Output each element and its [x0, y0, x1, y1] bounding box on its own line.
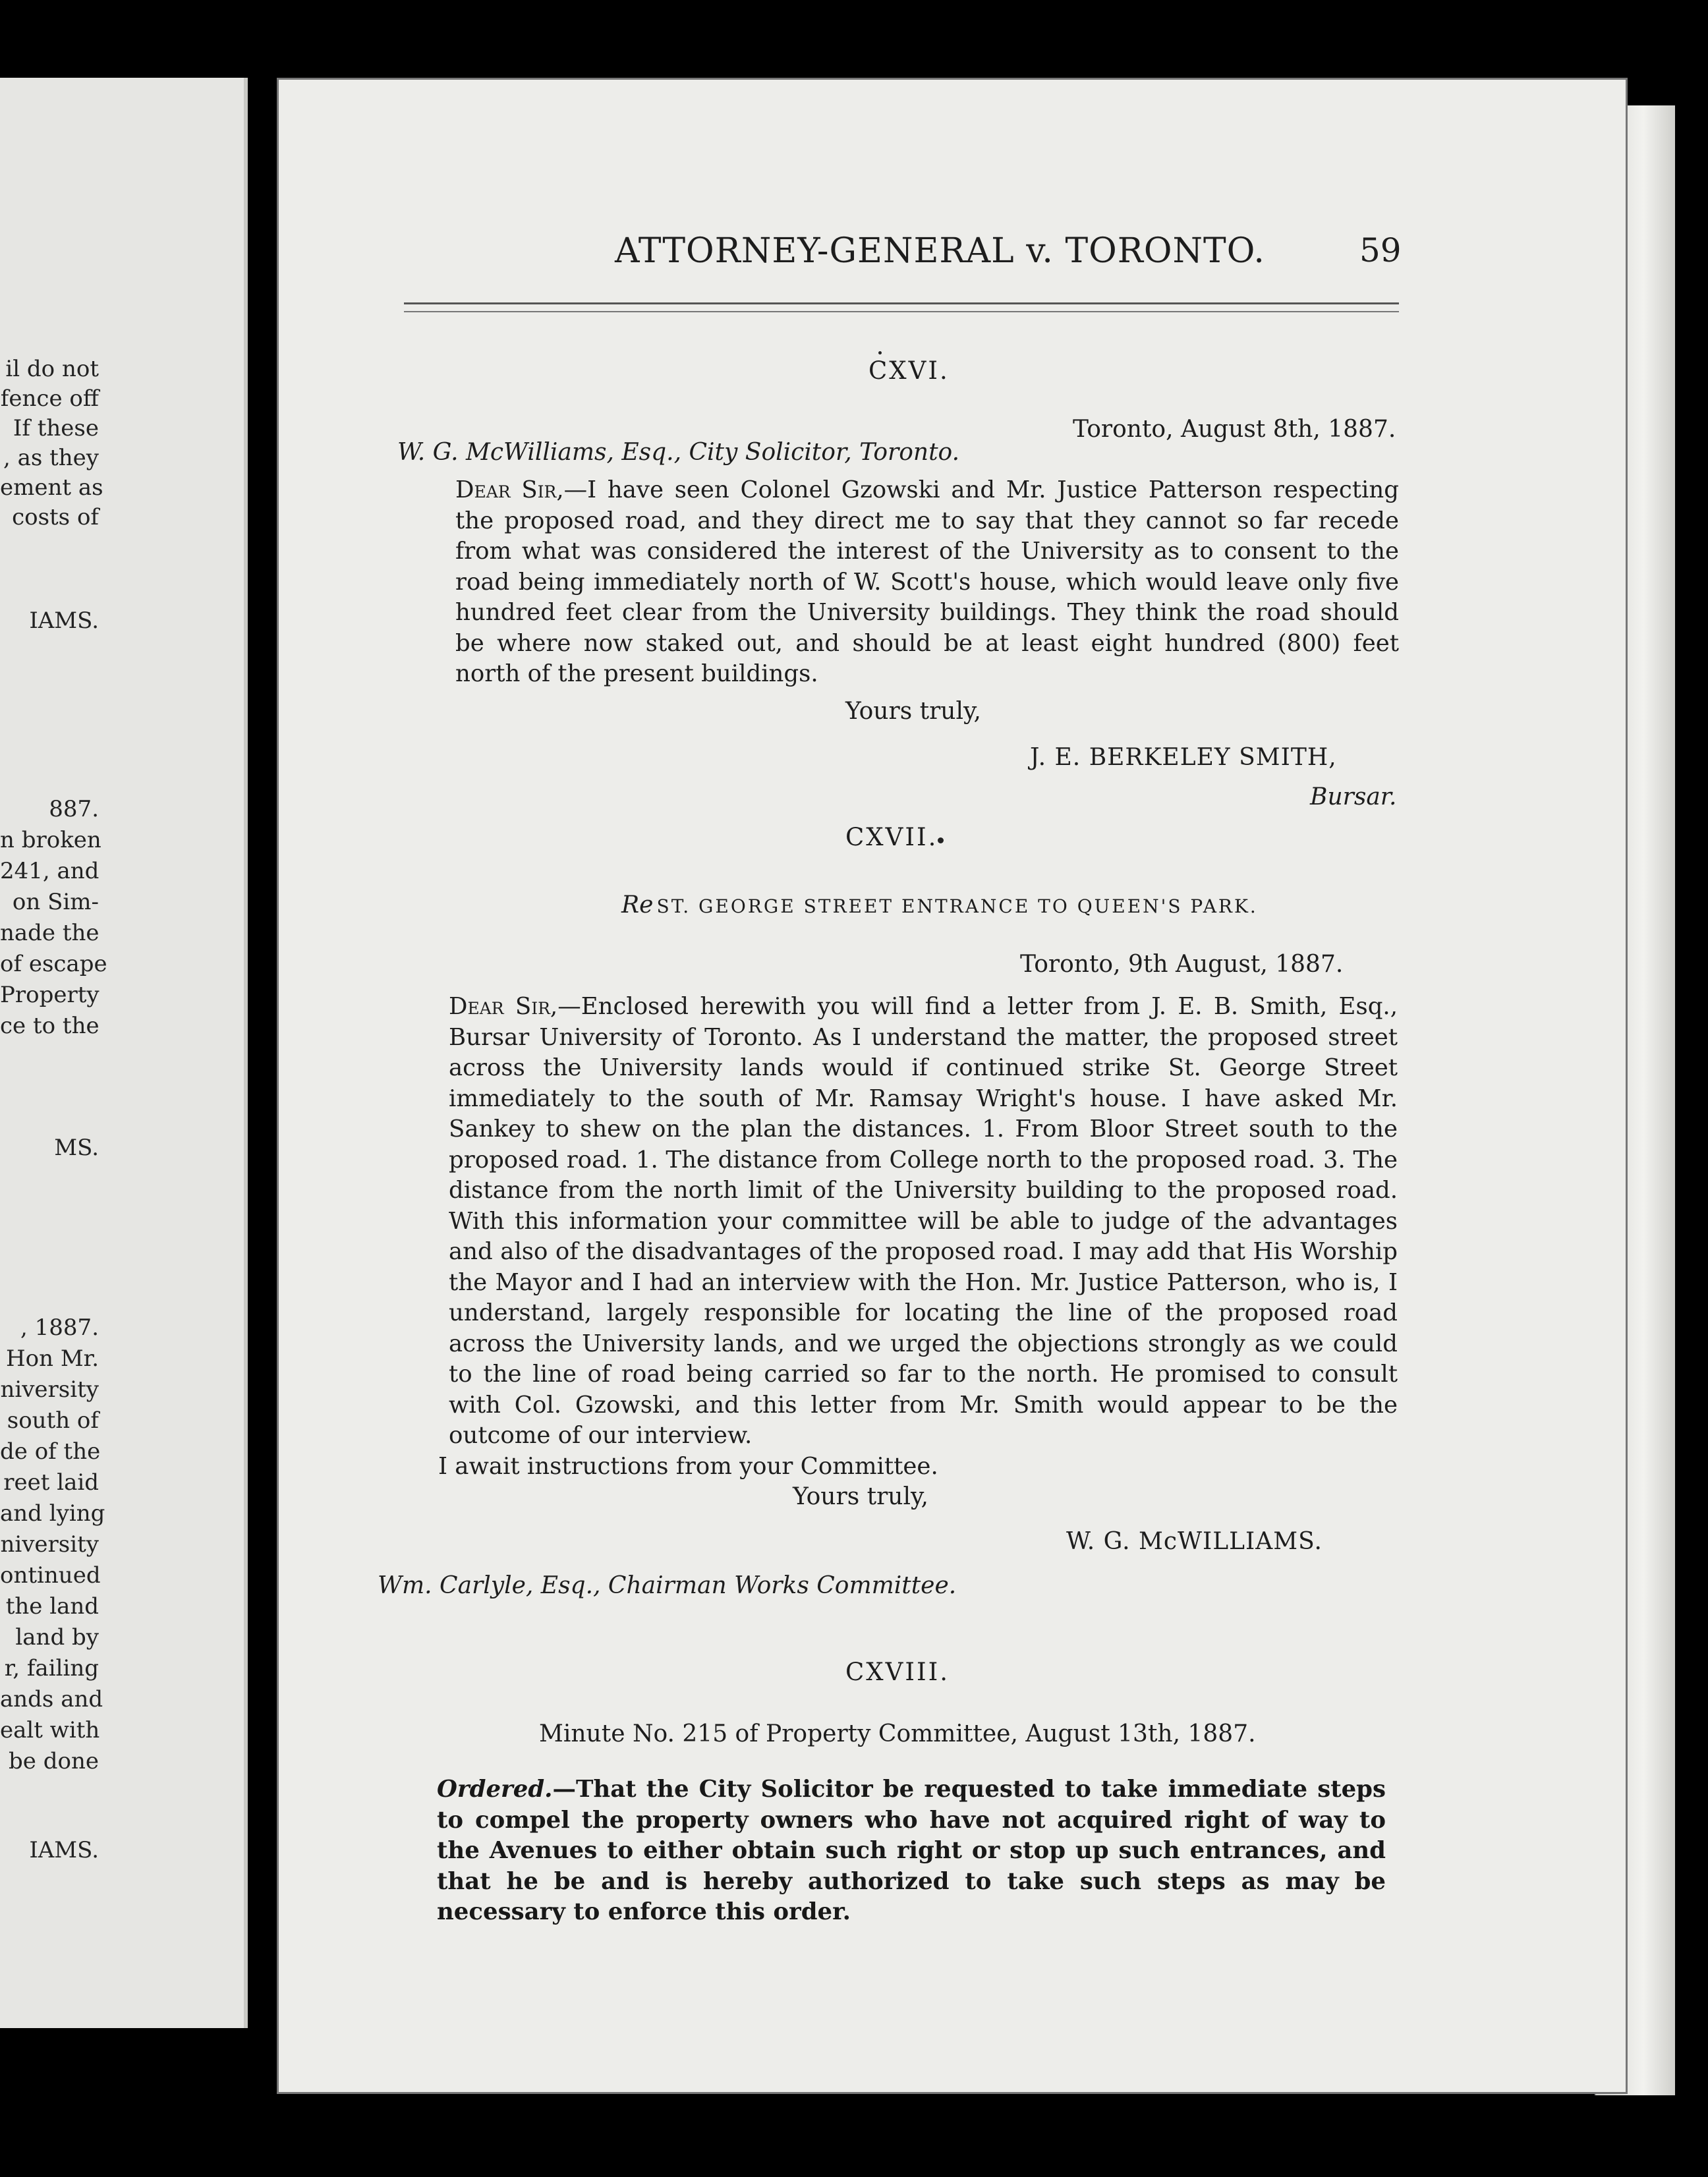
minute-heading: Minute No. 215 of Property Committee, August 13th, 1887. [539, 1720, 1256, 1747]
header-rule [404, 302, 1399, 312]
dateline-cxvii: Toronto, 9th August, 1887. [1020, 951, 1344, 978]
speck [938, 837, 944, 843]
dateline-cxvi: Toronto, August 8th, 1887. [1073, 416, 1396, 443]
closing-cxvi: Yours truly, [845, 698, 981, 725]
left-line: niversity [0, 1531, 99, 1558]
left-line: costs of [12, 504, 99, 530]
addressee-cxvii: Wm. Carlyle, Esq., Chairman Works Committee. [378, 1572, 957, 1599]
left-line: IAMS. [29, 1837, 99, 1863]
salutation-cxvii: Dear Sir, [449, 993, 558, 1020]
closing-cxvii: Yours truly, [793, 1483, 928, 1510]
minute-body-text: —That the City Solicitor be requested to take immediate steps to compel the property owners who have not acquired right of way to the Avenues to either obtain such right or stop up such entrances, and that he be and is hereby authorized to take such steps as may be necessary to enforce this order. [437, 1776, 1386, 1925]
left-line: , as they [3, 445, 99, 471]
signature-cxvi: J. E. BERKELEY SMITH, [1030, 744, 1337, 771]
left-line: ontinued [0, 1562, 101, 1589]
left-line: Property [0, 982, 100, 1008]
re-subject: ST. GEORGE STREET ENTRANCE TO QUEEN'S PARK. [656, 895, 1258, 917]
letter-body-cxvii [438, 992, 1398, 1482]
left-line: reet laid [3, 1469, 99, 1496]
left-line: the land [5, 1593, 99, 1620]
speck [878, 351, 882, 354]
left-line: and lying [0, 1500, 105, 1527]
left-line: of escape [0, 951, 107, 977]
re-prefix: Re [621, 891, 654, 919]
left-line: IAMS. [29, 608, 99, 634]
body-last-line-cxvii: I await instructions from your Committee. [438, 1452, 938, 1480]
left-line: If these [13, 415, 99, 441]
left-line: ands and [0, 1686, 103, 1712]
left-line: r, failing [4, 1655, 99, 1682]
left-line: ealt with [0, 1717, 100, 1743]
left-line: Hon Mr. [6, 1345, 99, 1372]
left-line: fence off [0, 385, 99, 412]
left-line: nade the [0, 920, 100, 946]
left-line: MS. [54, 1135, 99, 1161]
left-line: de of the [0, 1438, 101, 1465]
salutation-cxvi: Dear Sir, [455, 476, 564, 503]
left-line: , 1887. [20, 1315, 99, 1341]
left-line: south of [7, 1407, 99, 1434]
running-title: ATTORNEY-GENERAL v. TORONTO. [615, 231, 1265, 271]
section-numeral-cxvii: CXVII. [845, 823, 938, 851]
left-line: niversity [0, 1376, 99, 1403]
left-line: ce to the [0, 1013, 100, 1039]
left-line: n broken [0, 827, 101, 853]
left-line: be done [9, 1748, 99, 1774]
section-numeral-cxvi: CXVI. [868, 356, 950, 385]
page-number: 59 [1359, 231, 1402, 269]
left-line: on Sim- [12, 889, 99, 915]
signatory-title-cxvi: Bursar. [1310, 783, 1397, 810]
addressee-cxvi: W. G. McWilliams, Esq., City Solicitor, Toronto. [397, 439, 960, 466]
section-numeral-cxviii: CXVIII. [845, 1658, 950, 1686]
left-line: ement as [0, 474, 103, 501]
letter-body-cxvi [455, 475, 1399, 690]
main-page [277, 78, 1628, 2094]
re-line-cxvii [621, 891, 1258, 919]
body-text-cxvii: —Enclosed herewith you will find a letter from J. E. B. Smith, Esq., Bursar University of Toronto. As I understand the matter, the proposed street across the University lands would if continued strike St. George Street immediately to the south of Mr. Ramsay Wright's house. I have asked Mr. Sankey to shew on the plan the distances. 1. From Bloor Street south to the proposed road. 1. The distance from College north to the proposed road. 3. The distance from the north limit of the University building to the proposed road. With this information your committee will be able to judge of the advantages and also of the disadvantages of the proposed road. I may add that His Worship the Mayor and I had an interview with the Hon. Mr. Justice Patterson, who is, I understand, largely responsible for locating the line of the proposed road across the University lands, and we urged the objections strongly as we could to the line of road being carried so far to the north. He promised to consult with Col. Gzowski, and this letter from Mr. Smith would appear to be the outcome of our interview. [449, 993, 1398, 1449]
signature-cxvii: W. G. McWILLIAMS. [1066, 1528, 1323, 1555]
left-line: 241, and [0, 858, 100, 884]
minute-body [437, 1774, 1386, 1928]
ordered-label: Ordered. [437, 1776, 553, 1803]
left-line: il do not [5, 356, 99, 382]
left-line: land by [15, 1624, 99, 1651]
left-line: 887. [49, 796, 99, 822]
body-text-cxvi: —I have seen Colonel Gzowski and Mr. Justice Patterson respecting the proposed road, and they direct me to say that they cannot so far recede from what was considered the interest of the University as to consent to the road being immediately north of W. Scott's house, which would leave only five hundred feet clear from the University buildings. They think the road should be where now staked out, and should be at least eight hundred (800) feet north of the present buildings. [455, 476, 1399, 687]
